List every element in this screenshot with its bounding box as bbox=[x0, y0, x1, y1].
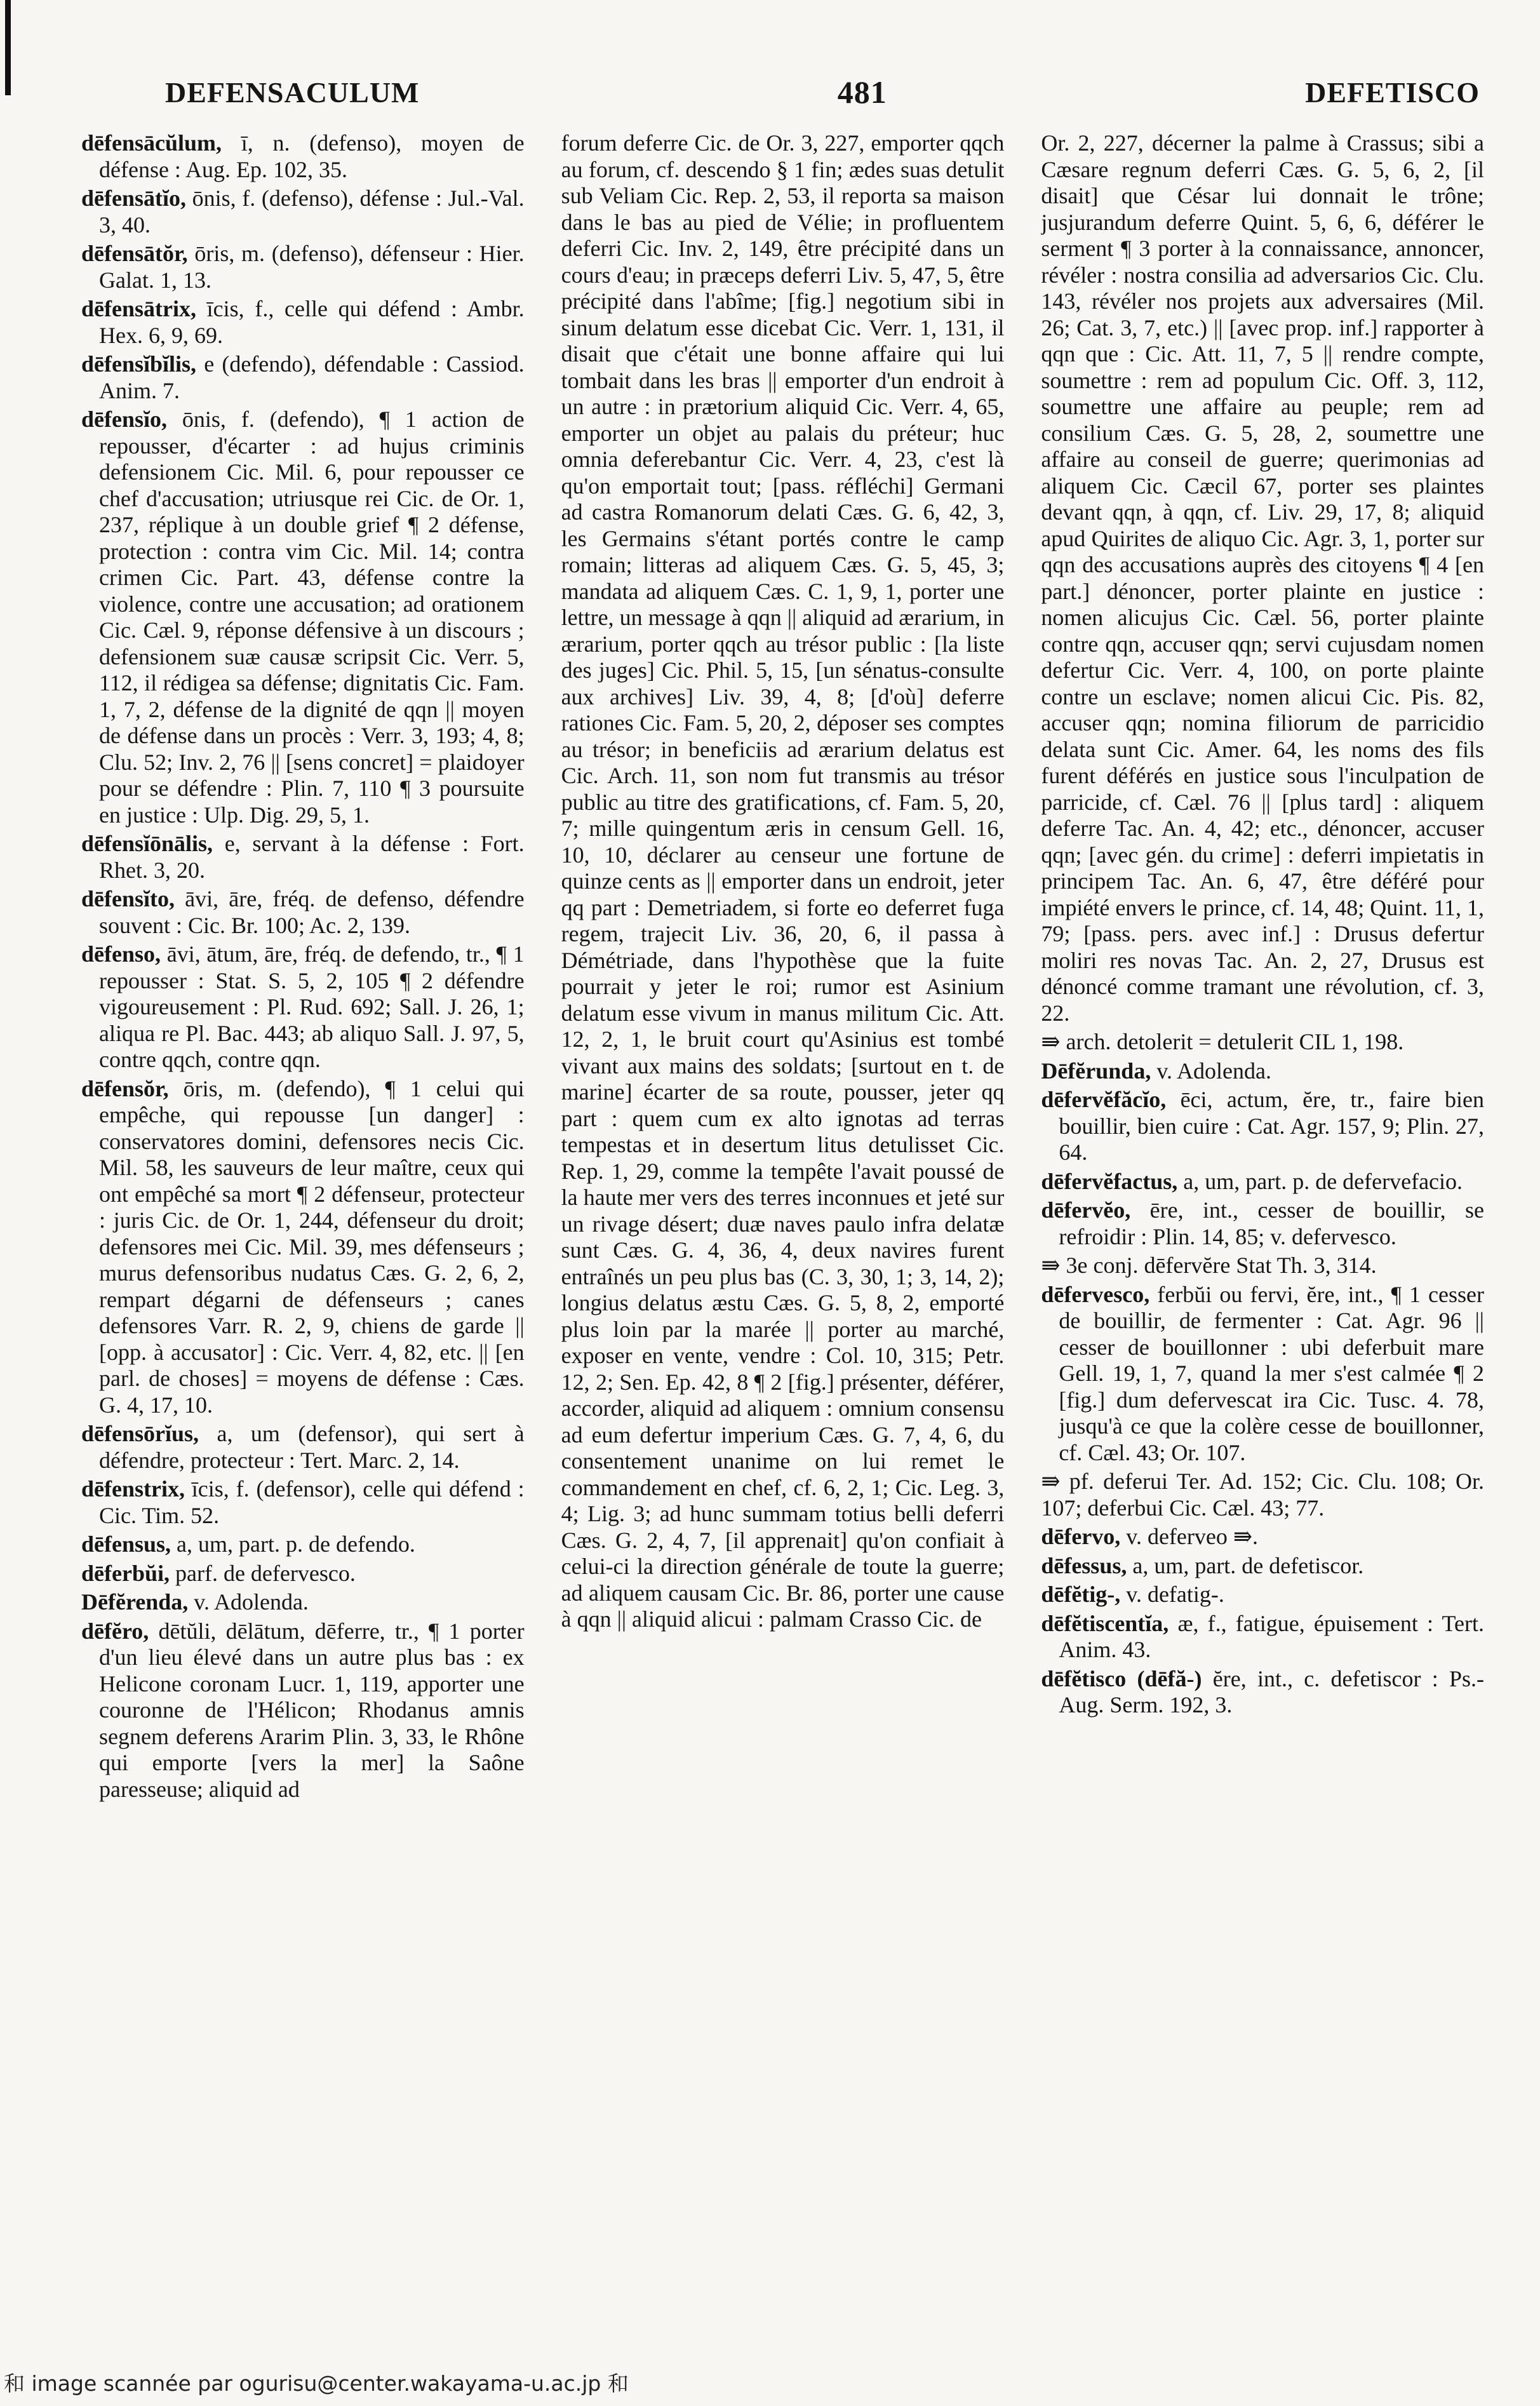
dictionary-entry bbox=[1041, 1582, 1484, 1608]
entry-definition: ⇛ 3e conj. dēfervĕre Stat Th. 3, 314. bbox=[1041, 1253, 1377, 1278]
entry-definition: ĕre, int., c. defetiscor : Ps.-Aug. Serm. 192, 3. bbox=[1059, 1665, 1484, 1717]
scan-credit-footer bbox=[4, 2363, 629, 2401]
dictionary-entry bbox=[81, 1589, 525, 1616]
entry-headword: Dēfĕrenda, bbox=[81, 1589, 189, 1615]
entry-headword: dēfensātĭo, bbox=[81, 185, 186, 211]
entry-headword: dēfessus, bbox=[1041, 1552, 1127, 1578]
dictionary-entry bbox=[561, 130, 1005, 1633]
dictionary-entry bbox=[81, 296, 525, 349]
entry-definition: forum deferre Cic. de Or. 3, 227, emporter qqch au forum, cf. descendo § 1 fin; ædes suas detulit sub Veliam Cic. Rep. 2, 53, il reporta sa maison dans le bas au pied de Vélie; in profluentem deferri Cic. Inv. 2, 149, être précipité dans un cours d'eau; in præceps deferri Liv. 5, 47, 5, être précipité dans l'abîme; [fig.] negotium sibi in sinum delatum esse dicebat Cic. Verr. 1, 131, il disait que c'était une bonne affaire qui lui tombait dans les bras || emporter d'un endroit à un autre : in prætorium aliquid Cic. Verr. 4, 65, emporter un objet au palais du préteur; huc omnia deferebantur Cic. Verr. 4, 23, c'est là qu'on emportait tout; [pass. réfléchi] Germani ad castra Romanorum delati Cæs. G. 6, 42, 3, les Germains s'étant portés contre le camp romain; litteras ad aliquem Cæs. G. 5, 45, 3; mandata ad aliquem Cæs. C. 1, 9, 1, porter une lettre, un message à qqn || aliquid ad ærarium, in ærarium, porter qqch au trésor public : [la liste des juges] Cic. Phil. 5, 15, [un sénatus-consulte aux archives] Liv. 39, 4, 8; [d'où] deferre rationes Cic. Fam. 5, 20, 2, déposer ses comptes au trésor; in beneficiis ad ærarium delatus est Cic. Arch. 11, son nom fut transmis au trésor public au titre des gratifications, cf. Fam. 5, 20, 7; mille quingentum æris in censum Gell. 16, 10, 10, déclarer au censeur une fortune de quinze cents as || emporter dans un endroit, jeter qq part : Demetriadem, si forte eo deferret fuga regem, trajecit Liv. 36, 20, 6, il passa à Démétriade, dans l'hypothèse que la fuite pourrait y jeter le roi; rumor est Asinium delatum esse vivum in manus militum Cic. Att. 12, 2, 1, le bruit court qu'Asinius est tombé vivant aux mains des soldats; [surtout en t. de marine] écarter de sa route, pousser, jeter qq part : quem cum ex alto ignotas ad terras tempestas et in desertum litus detulisset Cic. Rep. 1, 29, comme la tempête l'avait poussé de la haute mer vers des terres inconnues et jeté sur un rivage désert; duæ naves paulo infra delatæ sunt Cæs. G. 4, 36, 4, deux navires furent entraînés un peu plus bas (C. 3, 30, 1; 3, 14, 2); longius delatus æstu Cæs. G. 5, 8, 2, emporté plus loin par la marée || porter au marché, exposer en vente, vendre : Col. 10, 315; Petr. 12, 2; Sen. Ep. 42, 8 ¶ 2 [fig.] présenter, déférer, accorder, aliquid ad aliquem : omnium consensu ad eum defertur imperium Cæs. G. 7, 4, 6, du consentement unanime on lui remet le commandement en chef, cf. 6, 2, 1; Cic. Leg. 3, 4; Lig. 3; ad hunc summam totius belli deferri Cæs. G. 2, 4, 7, [il apprenait] qu'on confiait à celui-ci la direction générale de toute la guerre; ad aliquem causam Cic. Br. 86, porter une cause à qqn || aliquid alicui : palmam Crasso Cic. de bbox=[561, 130, 1005, 1632]
entry-definition: āvi, āre, fréq. de defenso, défendre souvent : Cic. Br. 100; Ac. 2, 139. bbox=[99, 886, 525, 938]
dictionary-entry bbox=[81, 407, 525, 828]
entry-definition: Or. 2, 227, décerner la palme à Crassus; sibi a Cæsare regnum deferri Cæs. G. 5, 6, 2, [il disait] que César lui donnait le trône; jusjurandum deferre Quint. 5, 6, 6, déférer le serment ¶ 3 porter à la connaissance, annoncer, révéler : nostra consilia ad adversarios Cic. Clu. 143, révéler nos projets aux adversaires (Mil. 26; Cat. 3, 7, etc.) || [avec prop. inf.] rapporter à qqn que : Cic. Att. 11, 7, 5 || rendre compte, soumettre : rem ad populum Cic. Off. 3, 112, soumettre une affaire au peuple; rem ad consilium Cæs. G. 5, 28, 2, soumettre une affaire au conseil de guerre; querimonias ad aliquem Cic. Cæcil 67, porter ses plaintes devant qqn, à qqn, cf. Liv. 29, 17, 8; aliquid apud Quirites de aliquo Cic. Agr. 3, 1, porter sur qqn des accusations auprès des citoyens ¶ 4 [en part.] dénoncer, porter plainte en justice : nomen alicujus Cic. Cæl. 56, porter plainte contre qqn, accuser qqn; servi cujusdam nomen defertur Cic. Verr. 4, 100, on porte plainte contre un esclave; nomen alicui Cic. Pis. 82, accuser qqn; nomina filiorum de parricidio delata sunt Cic. Amer. 64, les noms des fils furent déférés en justice sous l'inculpation de parricide, cf. Cæl. 76 || [plus tard] : aliquem deferre Tac. An. 4, 42; etc., dénoncer, accuser qqn; [avec gén. du crime] : deferri impietatis in principem Tac. An. 6, 47, être déféré pour impiété envers le prince, cf. 14, 48; Quint. 11, 1, 79; [pass. pers. avec inf.] : Drusus defertur moliri res novas Tac. An. 2, 27, Drusus est dénoncé comme tramant une révolution, cf. 3, 22. bbox=[1041, 130, 1484, 1026]
entry-definition: ōnis, f. (defendo), ¶ 1 action de repousser, d'écarter : ad hujus criminis defensionem Cic. Mil. 6, pour repousser ce chef d'accusation; utriusque rei Cic. de Or. 1, 237, réplique à un double grief ¶ 2 défense, protection : contra vim Cic. Mil. 14; contra crimen Cic. Part. 43, défense contre la violence, contre une accusation; ad orationem Cic. Cæl. 9, réponse défensive à un discours ; defensionem suæ causæ scripsit Cic. Verr. 5, 112, il rédigea sa défense; dignitatis Cic. Fam. 1, 7, 2, défense de la dignité de qqn || moyen de défense dans un procès : Verr. 3, 193; 4, 8; Clu. 52; Inv. 2, 76 || [sens concret] = plaidoyer pour se défendre : Plin. 7, 110 ¶ 3 poursuite en justice : Ulp. Dig. 29, 5, 1. bbox=[99, 407, 525, 828]
dictionary-entry bbox=[1041, 1087, 1484, 1166]
dictionary-entry bbox=[1041, 1553, 1484, 1580]
dictionary-entry bbox=[81, 1076, 525, 1419]
entry-definition: ēre, int., cesser de bouillir, se refroidir : Plin. 14, 85; v. defervesco. bbox=[1059, 1197, 1484, 1249]
entry-definition: v. deferveo ⇛. bbox=[1120, 1524, 1259, 1549]
dictionary-entry bbox=[81, 185, 525, 238]
running-header bbox=[165, 64, 1480, 121]
dictionary-entry bbox=[81, 1531, 525, 1558]
entry-definition: a, um, part. p. de defendo. bbox=[171, 1531, 415, 1557]
dictionary-entry bbox=[81, 1476, 525, 1529]
column-1 bbox=[81, 130, 525, 2348]
dictionary-entry bbox=[1041, 1524, 1484, 1550]
entry-definition: ī, n. (defenso), moyen de défense : Aug. Ep. 102, 35. bbox=[99, 130, 525, 182]
entry-headword: dēfĕtisco (dēfă-) bbox=[1041, 1665, 1202, 1691]
entry-definition: īcis, f., celle qui défend : Ambr. Hex. 6, 9, 69. bbox=[99, 296, 525, 348]
entry-headword: dēfensācŭlum, bbox=[81, 130, 222, 156]
entry-headword: dēfĕtig-, bbox=[1041, 1582, 1121, 1607]
entry-definition: v. defatig-. bbox=[1120, 1582, 1224, 1607]
entry-definition: ēci, actum, ĕre, tr., faire bien bouillir, bien cuire : Cat. Agr. 157, 9; Plin. 27, 64. bbox=[1059, 1087, 1484, 1165]
entry-definition: ōnis, f. (defenso), défense : Jul.-Val. 3, 40. bbox=[99, 185, 525, 238]
entry-headword: dēfervĕo, bbox=[1041, 1197, 1131, 1223]
dictionary-entry bbox=[81, 1561, 525, 1587]
entry-headword: dēfensĭōnālis, bbox=[81, 831, 213, 856]
header-left-guideword: DEFENSACULUM bbox=[165, 76, 420, 109]
entry-headword: dēfensĭbĭlis, bbox=[81, 351, 197, 377]
entry-definition: ōris, m. (defenso), défenseur : Hier. Galat. 1, 13. bbox=[99, 241, 525, 293]
scan-credit-text: 和 image scannée par ogurisu@center.wakayama-u.ac.jp 和 bbox=[4, 2370, 629, 2396]
dictionary-entry bbox=[81, 831, 525, 884]
entry-definition: e (defendo), défendable : Cassiod. Anim. 7. bbox=[99, 351, 525, 403]
entry-definition: īcis, f. (defensor), celle qui défend : Cic. Tim. 52. bbox=[99, 1476, 525, 1528]
dictionary-columns bbox=[81, 130, 1484, 2348]
dictionary-entry bbox=[1041, 1666, 1484, 1719]
entry-headword: dēfĕtiscentĭa, bbox=[1041, 1610, 1169, 1636]
entry-headword: dēfensŏr, bbox=[81, 1075, 169, 1101]
entry-headword: dēfĕro, bbox=[81, 1618, 149, 1644]
entry-headword: dēfenstrix, bbox=[81, 1476, 185, 1502]
dictionary-entry bbox=[1041, 1253, 1484, 1279]
column-2 bbox=[561, 130, 1005, 2348]
entry-definition: ferbŭi ou fervi, ĕre, int., ¶ 1 cesser de bouillir, de fermenter : Cat. Agr. 96 || cesser de bouillonner : ubi deferbuit mare Gell. 19, 1, 7, quand la mer s'est calmée ¶ 2 [fig.] dum defervescat ira Cic. Tusc. 4. 78, jusqu'à ce que la colère cesse de bouillonner, cf. Cæl. 43; Or. 107. bbox=[1059, 1281, 1484, 1465]
column-3 bbox=[1041, 130, 1484, 2348]
dictionary-entry bbox=[81, 241, 525, 293]
margin-rule bbox=[5, 0, 11, 95]
dictionary-entry bbox=[1041, 1611, 1484, 1663]
entry-headword: dēfensĭto, bbox=[81, 886, 175, 911]
entry-definition: āvi, ātum, āre, fréq. de defendo, tr., ¶ 1 repousser : Stat. S. 5, 2, 105 ¶ 2 défendre vigoureusement : Pl. Rud. 692; Sall. J. 26, 1; aliqua re Pl. Bac. 443; ab aliquo Sall. J. 97, 5, contre qqch, contre qqn. bbox=[99, 941, 525, 1072]
dictionary-entry bbox=[81, 130, 525, 183]
entry-headword: dēfervĕfactus, bbox=[1041, 1168, 1178, 1194]
dictionary-entry bbox=[81, 886, 525, 939]
dictionary-entry bbox=[81, 1618, 525, 1803]
dictionary-entry bbox=[81, 1421, 525, 1474]
dictionary-entry bbox=[81, 941, 525, 1073]
entry-definition: parf. de defervesco. bbox=[170, 1560, 356, 1586]
entry-definition: a, um, part. de defetiscor. bbox=[1127, 1552, 1364, 1578]
entry-definition: ōris, m. (defendo), ¶ 1 celui qui empêche, qui repousse [un danger] : conservatores domini, defensores necis Cic. Mil. 58, les sauveurs de leur maître, ceux qui ont empêché sa mort ¶ 2 défenseur, protecteur : juris Cic. de Or. 1, 244, défenseur du droit; defensores mei Cic. Mil. 39, mes défenseurs ; murus defensoribus nudatus Cæs. G. 2, 6, 2, rempart dégarni de défenseurs ; canes defensores Varr. R. 2, 9, chiens de garde || [opp. à accusator] : Cic. Verr. 4, 82, etc. || [en parl. de choses] = moyens de défense : Cæs. G. 4, 17, 10. bbox=[99, 1075, 525, 1418]
dictionary-entry bbox=[81, 351, 525, 404]
header-right-guideword: DEFETISCO bbox=[1305, 76, 1480, 109]
entry-headword: dēfensātrix, bbox=[81, 296, 196, 321]
page-number: 481 bbox=[837, 74, 887, 110]
entry-definition: e, servant à la défense : Fort. Rhet. 3, 20. bbox=[99, 831, 525, 883]
entry-definition: ⇛ arch. detolerit = detulerit CIL 1, 198. bbox=[1041, 1029, 1404, 1054]
dictionary-entry bbox=[1041, 1058, 1484, 1085]
entry-definition: æ, f., fatigue, épuisement : Tert. Anim. 43. bbox=[1059, 1610, 1484, 1662]
entry-definition: ⇛ pf. deferui Ter. Ad. 152; Cic. Clu. 108; Or. 107; deferbui Cic. Cæl. 43; 77. bbox=[1041, 1468, 1484, 1521]
entry-headword: Dēfĕrunda, bbox=[1041, 1058, 1151, 1084]
dictionary-entry bbox=[1041, 130, 1484, 1026]
dictionary-entry bbox=[1041, 1029, 1484, 1056]
entry-headword: dēfensōrĭus, bbox=[81, 1421, 199, 1446]
entry-definition: dētŭli, dēlātum, dēferre, tr., ¶ 1 porter d'un lieu élevé dans un autre plus bas : ex Helicone coronam Lucr. 1, 119, apporter une couronne de l'Hélicon; Rhodanus amnis segnem deferens Ararim Plin. 3, 33, le Rhône qui emporte [vers la mer] la Saône paresseuse; aliquid ad bbox=[99, 1618, 525, 1802]
entry-definition: a, um, part. p. de defervefacio. bbox=[1177, 1168, 1463, 1194]
entry-definition: v. Adolenda. bbox=[1151, 1058, 1271, 1084]
dictionary-entry bbox=[1041, 1468, 1484, 1521]
entry-headword: dēfensus, bbox=[81, 1531, 171, 1557]
entry-definition: v. Adolenda. bbox=[188, 1589, 309, 1615]
entry-definition: a, um (defensor), qui sert à défendre, protecteur : Tert. Marc. 2, 14. bbox=[99, 1421, 525, 1473]
entry-headword: dēfervĕfăcĭo, bbox=[1041, 1087, 1167, 1112]
entry-headword: dēfensĭo, bbox=[81, 407, 167, 432]
entry-headword: dēfervesco, bbox=[1041, 1281, 1150, 1307]
dictionary-entry bbox=[1041, 1197, 1484, 1250]
entry-headword: dēferbŭi, bbox=[81, 1560, 170, 1586]
entry-headword: dēfensātŏr, bbox=[81, 241, 188, 266]
entry-headword: dēfervo, bbox=[1041, 1524, 1121, 1549]
dictionary-entry bbox=[1041, 1169, 1484, 1195]
entry-headword: dēfenso, bbox=[81, 941, 161, 967]
dictionary-entry bbox=[1041, 1282, 1484, 1467]
